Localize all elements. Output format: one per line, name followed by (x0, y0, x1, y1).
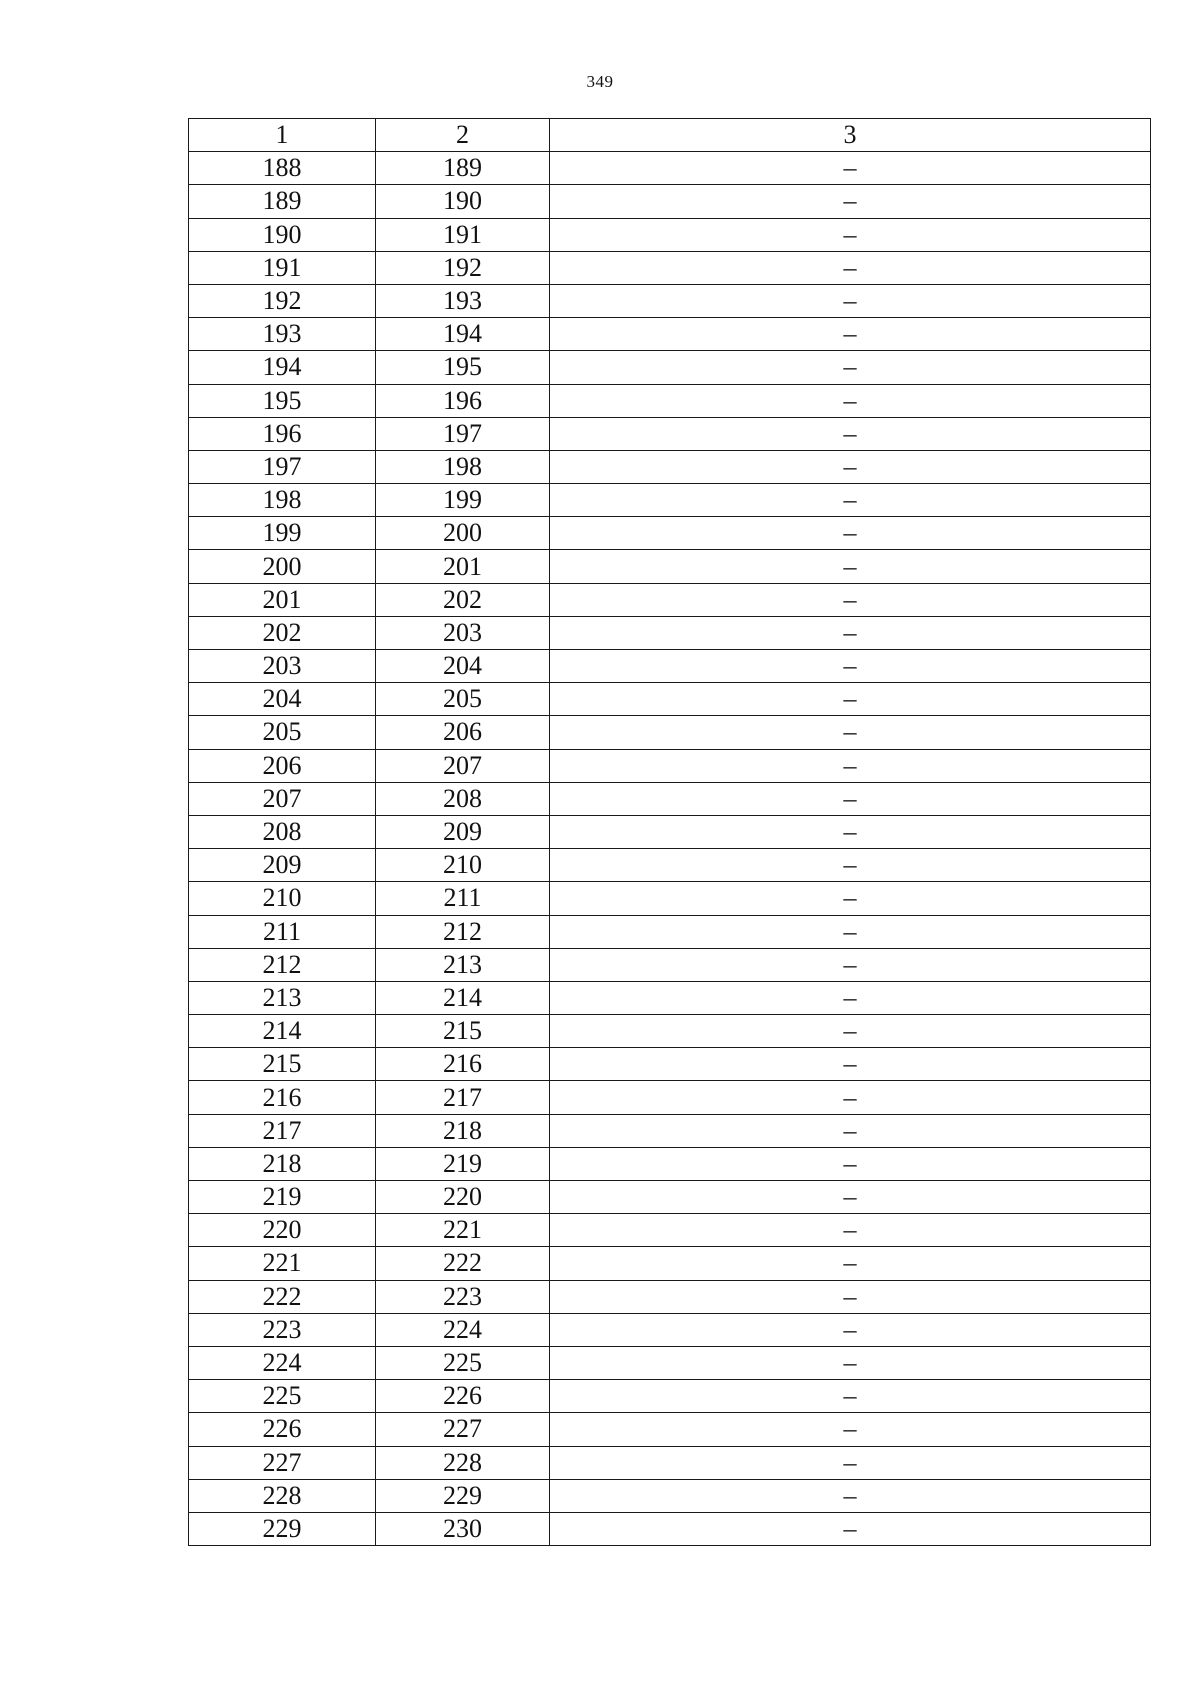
table-cell-col-1: 209 (189, 849, 376, 882)
table-cell-col-2: 221 (376, 1214, 550, 1247)
table-cell-col-3: – (550, 782, 1151, 815)
table-cell-col-3: – (550, 716, 1151, 749)
table-cell-col-2: 199 (376, 484, 550, 517)
table-row (189, 152, 1151, 185)
table-row (189, 616, 1151, 649)
table-cell-col-3: – (550, 185, 1151, 218)
table-cell-col-1: 191 (189, 251, 376, 284)
table-cell-col-1: 194 (189, 351, 376, 384)
table-cell-col-3: – (550, 152, 1151, 185)
table-row (189, 882, 1151, 915)
table-cell-col-3: – (550, 1413, 1151, 1446)
table-row (189, 1512, 1151, 1545)
table-cell-col-1: 207 (189, 782, 376, 815)
table-cell-col-3: – (550, 251, 1151, 284)
table-cell-col-2: 201 (376, 550, 550, 583)
table-cell-col-1: 195 (189, 384, 376, 417)
table-row (189, 1181, 1151, 1214)
table-cell-col-1: 220 (189, 1214, 376, 1247)
table-cell-col-3: – (550, 815, 1151, 848)
table-cell-col-1: 228 (189, 1479, 376, 1512)
table-cell-col-1: 211 (189, 915, 376, 948)
table-cell-col-2: 216 (376, 1048, 550, 1081)
table-cell-col-1: 210 (189, 882, 376, 915)
table-row (189, 815, 1151, 848)
table-cell-col-3: – (550, 1380, 1151, 1413)
table-cell-col-1: 204 (189, 683, 376, 716)
table-cell-col-1: 217 (189, 1114, 376, 1147)
table-row (189, 981, 1151, 1014)
table-row (189, 1280, 1151, 1313)
table-cell-col-3: – (550, 683, 1151, 716)
table-cell-col-2: 205 (376, 683, 550, 716)
table-body (189, 119, 1151, 1546)
table-cell-col-2: 219 (376, 1147, 550, 1180)
table-cell-col-2: 197 (376, 417, 550, 450)
table-cell-col-1: 218 (189, 1147, 376, 1180)
table-cell-col-2: 230 (376, 1512, 550, 1545)
table-row (189, 1413, 1151, 1446)
table-cell-col-3: – (550, 1147, 1151, 1180)
table-row (189, 716, 1151, 749)
column-header-2: 2 (376, 119, 550, 152)
table-cell-col-1: 202 (189, 616, 376, 649)
table-cell-col-1: 222 (189, 1280, 376, 1313)
table-cell-col-2: 225 (376, 1346, 550, 1379)
table-cell-col-3: – (550, 517, 1151, 550)
table-row (189, 683, 1151, 716)
table-row (189, 517, 1151, 550)
table-row (189, 550, 1151, 583)
table-row (189, 749, 1151, 782)
table-row (189, 1247, 1151, 1280)
table-cell-col-1: 215 (189, 1048, 376, 1081)
table-cell-col-1: 193 (189, 318, 376, 351)
table-cell-col-1: 201 (189, 583, 376, 616)
table-cell-col-2: 218 (376, 1114, 550, 1147)
table-cell-col-3: – (550, 1280, 1151, 1313)
table-cell-col-3: – (550, 351, 1151, 384)
table-cell-col-1: 199 (189, 517, 376, 550)
table-cell-col-3: – (550, 1313, 1151, 1346)
table-cell-col-2: 194 (376, 318, 550, 351)
table-cell-col-3: – (550, 1214, 1151, 1247)
table-cell-col-2: 228 (376, 1446, 550, 1479)
table-header-row (189, 119, 1151, 152)
table-cell-col-2: 207 (376, 749, 550, 782)
table-row (189, 384, 1151, 417)
table-cell-col-3: – (550, 749, 1151, 782)
table-cell-col-2: 222 (376, 1247, 550, 1280)
table-row (189, 849, 1151, 882)
table-cell-col-3: – (550, 284, 1151, 317)
table-row (189, 1313, 1151, 1346)
table-row (189, 1048, 1151, 1081)
table-row (189, 1346, 1151, 1379)
table-cell-col-2: 209 (376, 815, 550, 848)
table-cell-col-3: – (550, 318, 1151, 351)
table-cell-col-1: 229 (189, 1512, 376, 1545)
table-row (189, 251, 1151, 284)
table-row (189, 782, 1151, 815)
table-cell-col-1: 189 (189, 185, 376, 218)
table-cell-col-1: 227 (189, 1446, 376, 1479)
table-cell-col-2: 202 (376, 583, 550, 616)
column-header-1: 1 (189, 119, 376, 152)
table-cell-col-3: – (550, 849, 1151, 882)
table-cell-col-2: 203 (376, 616, 550, 649)
table-cell-col-3: – (550, 1346, 1151, 1379)
table-cell-col-2: 195 (376, 351, 550, 384)
table-cell-col-2: 206 (376, 716, 550, 749)
table-row (189, 284, 1151, 317)
table-row (189, 948, 1151, 981)
page-number: 349 (586, 72, 614, 91)
table-cell-col-1: 197 (189, 450, 376, 483)
table-cell-col-2: 226 (376, 1380, 550, 1413)
table-cell-col-2: 204 (376, 650, 550, 683)
table-cell-col-3: – (550, 915, 1151, 948)
table-cell-col-3: – (550, 384, 1151, 417)
table-cell-col-1: 226 (189, 1413, 376, 1446)
table-cell-col-1: 212 (189, 948, 376, 981)
table-row (189, 1147, 1151, 1180)
column-header-3: 3 (550, 119, 1151, 152)
table-row (189, 650, 1151, 683)
table-cell-col-2: 198 (376, 450, 550, 483)
table-cell-col-1: 208 (189, 815, 376, 848)
table-cell-col-1: 203 (189, 650, 376, 683)
table-cell-col-2: 220 (376, 1181, 550, 1214)
table-cell-col-2: 214 (376, 981, 550, 1014)
table-cell-col-3: – (550, 484, 1151, 517)
table-cell-col-3: – (550, 583, 1151, 616)
table-cell-col-3: – (550, 616, 1151, 649)
table-cell-col-1: 198 (189, 484, 376, 517)
table-cell-col-3: – (550, 1015, 1151, 1048)
table-cell-col-3: – (550, 417, 1151, 450)
table-cell-col-2: 190 (376, 185, 550, 218)
table-cell-col-2: 223 (376, 1280, 550, 1313)
table-cell-col-3: – (550, 1181, 1151, 1214)
table-row (189, 185, 1151, 218)
table-row (189, 1214, 1151, 1247)
table-cell-col-2: 200 (376, 517, 550, 550)
table-cell-col-3: – (550, 1114, 1151, 1147)
table-cell-col-3: – (550, 1081, 1151, 1114)
table-cell-col-2: 191 (376, 218, 550, 251)
data-table (188, 118, 1151, 1546)
table-cell-col-1: 192 (189, 284, 376, 317)
table-cell-col-1: 213 (189, 981, 376, 1014)
table-row (189, 1114, 1151, 1147)
table-cell-col-3: – (550, 1247, 1151, 1280)
table-cell-col-3: – (550, 981, 1151, 1014)
table-cell-col-3: – (550, 218, 1151, 251)
table-cell-col-3: – (550, 1048, 1151, 1081)
table-cell-col-2: 212 (376, 915, 550, 948)
table-cell-col-2: 208 (376, 782, 550, 815)
table-row (189, 484, 1151, 517)
table-row (189, 218, 1151, 251)
table-cell-col-1: 216 (189, 1081, 376, 1114)
table-cell-col-1: 190 (189, 218, 376, 251)
table-row (189, 1446, 1151, 1479)
table-cell-col-1: 205 (189, 716, 376, 749)
table-cell-col-1: 200 (189, 550, 376, 583)
table-cell-col-1: 225 (189, 1380, 376, 1413)
table-cell-col-1: 188 (189, 152, 376, 185)
table-cell-col-2: 192 (376, 251, 550, 284)
table-cell-col-1: 224 (189, 1346, 376, 1379)
table-cell-col-3: – (550, 1446, 1151, 1479)
table-cell-col-1: 219 (189, 1181, 376, 1214)
table-row (189, 1380, 1151, 1413)
table-cell-col-1: 223 (189, 1313, 376, 1346)
table-cell-col-2: 196 (376, 384, 550, 417)
table-cell-col-3: – (550, 948, 1151, 981)
table-row (189, 351, 1151, 384)
table-cell-col-2: 217 (376, 1081, 550, 1114)
table-cell-col-2: 227 (376, 1413, 550, 1446)
table-cell-col-3: – (550, 882, 1151, 915)
table-cell-col-3: – (550, 550, 1151, 583)
table-row (189, 318, 1151, 351)
table-row (189, 417, 1151, 450)
table-cell-col-3: – (550, 650, 1151, 683)
table-cell-col-1: 214 (189, 1015, 376, 1048)
table-row (189, 450, 1151, 483)
table-cell-col-2: 193 (376, 284, 550, 317)
table-cell-col-2: 210 (376, 849, 550, 882)
table-cell-col-2: 215 (376, 1015, 550, 1048)
table-cell-col-2: 211 (376, 882, 550, 915)
table-row (189, 1479, 1151, 1512)
table-row (189, 915, 1151, 948)
table-cell-col-3: – (550, 1512, 1151, 1545)
table-cell-col-1: 221 (189, 1247, 376, 1280)
table-cell-col-2: 213 (376, 948, 550, 981)
table-cell-col-2: 224 (376, 1313, 550, 1346)
table-cell-col-2: 189 (376, 152, 550, 185)
table-cell-col-1: 206 (189, 749, 376, 782)
table-cell-col-3: – (550, 450, 1151, 483)
table-cell-col-2: 229 (376, 1479, 550, 1512)
table-row (189, 583, 1151, 616)
table-cell-col-1: 196 (189, 417, 376, 450)
table-row (189, 1015, 1151, 1048)
table-cell-col-3: – (550, 1479, 1151, 1512)
table-row (189, 1081, 1151, 1114)
